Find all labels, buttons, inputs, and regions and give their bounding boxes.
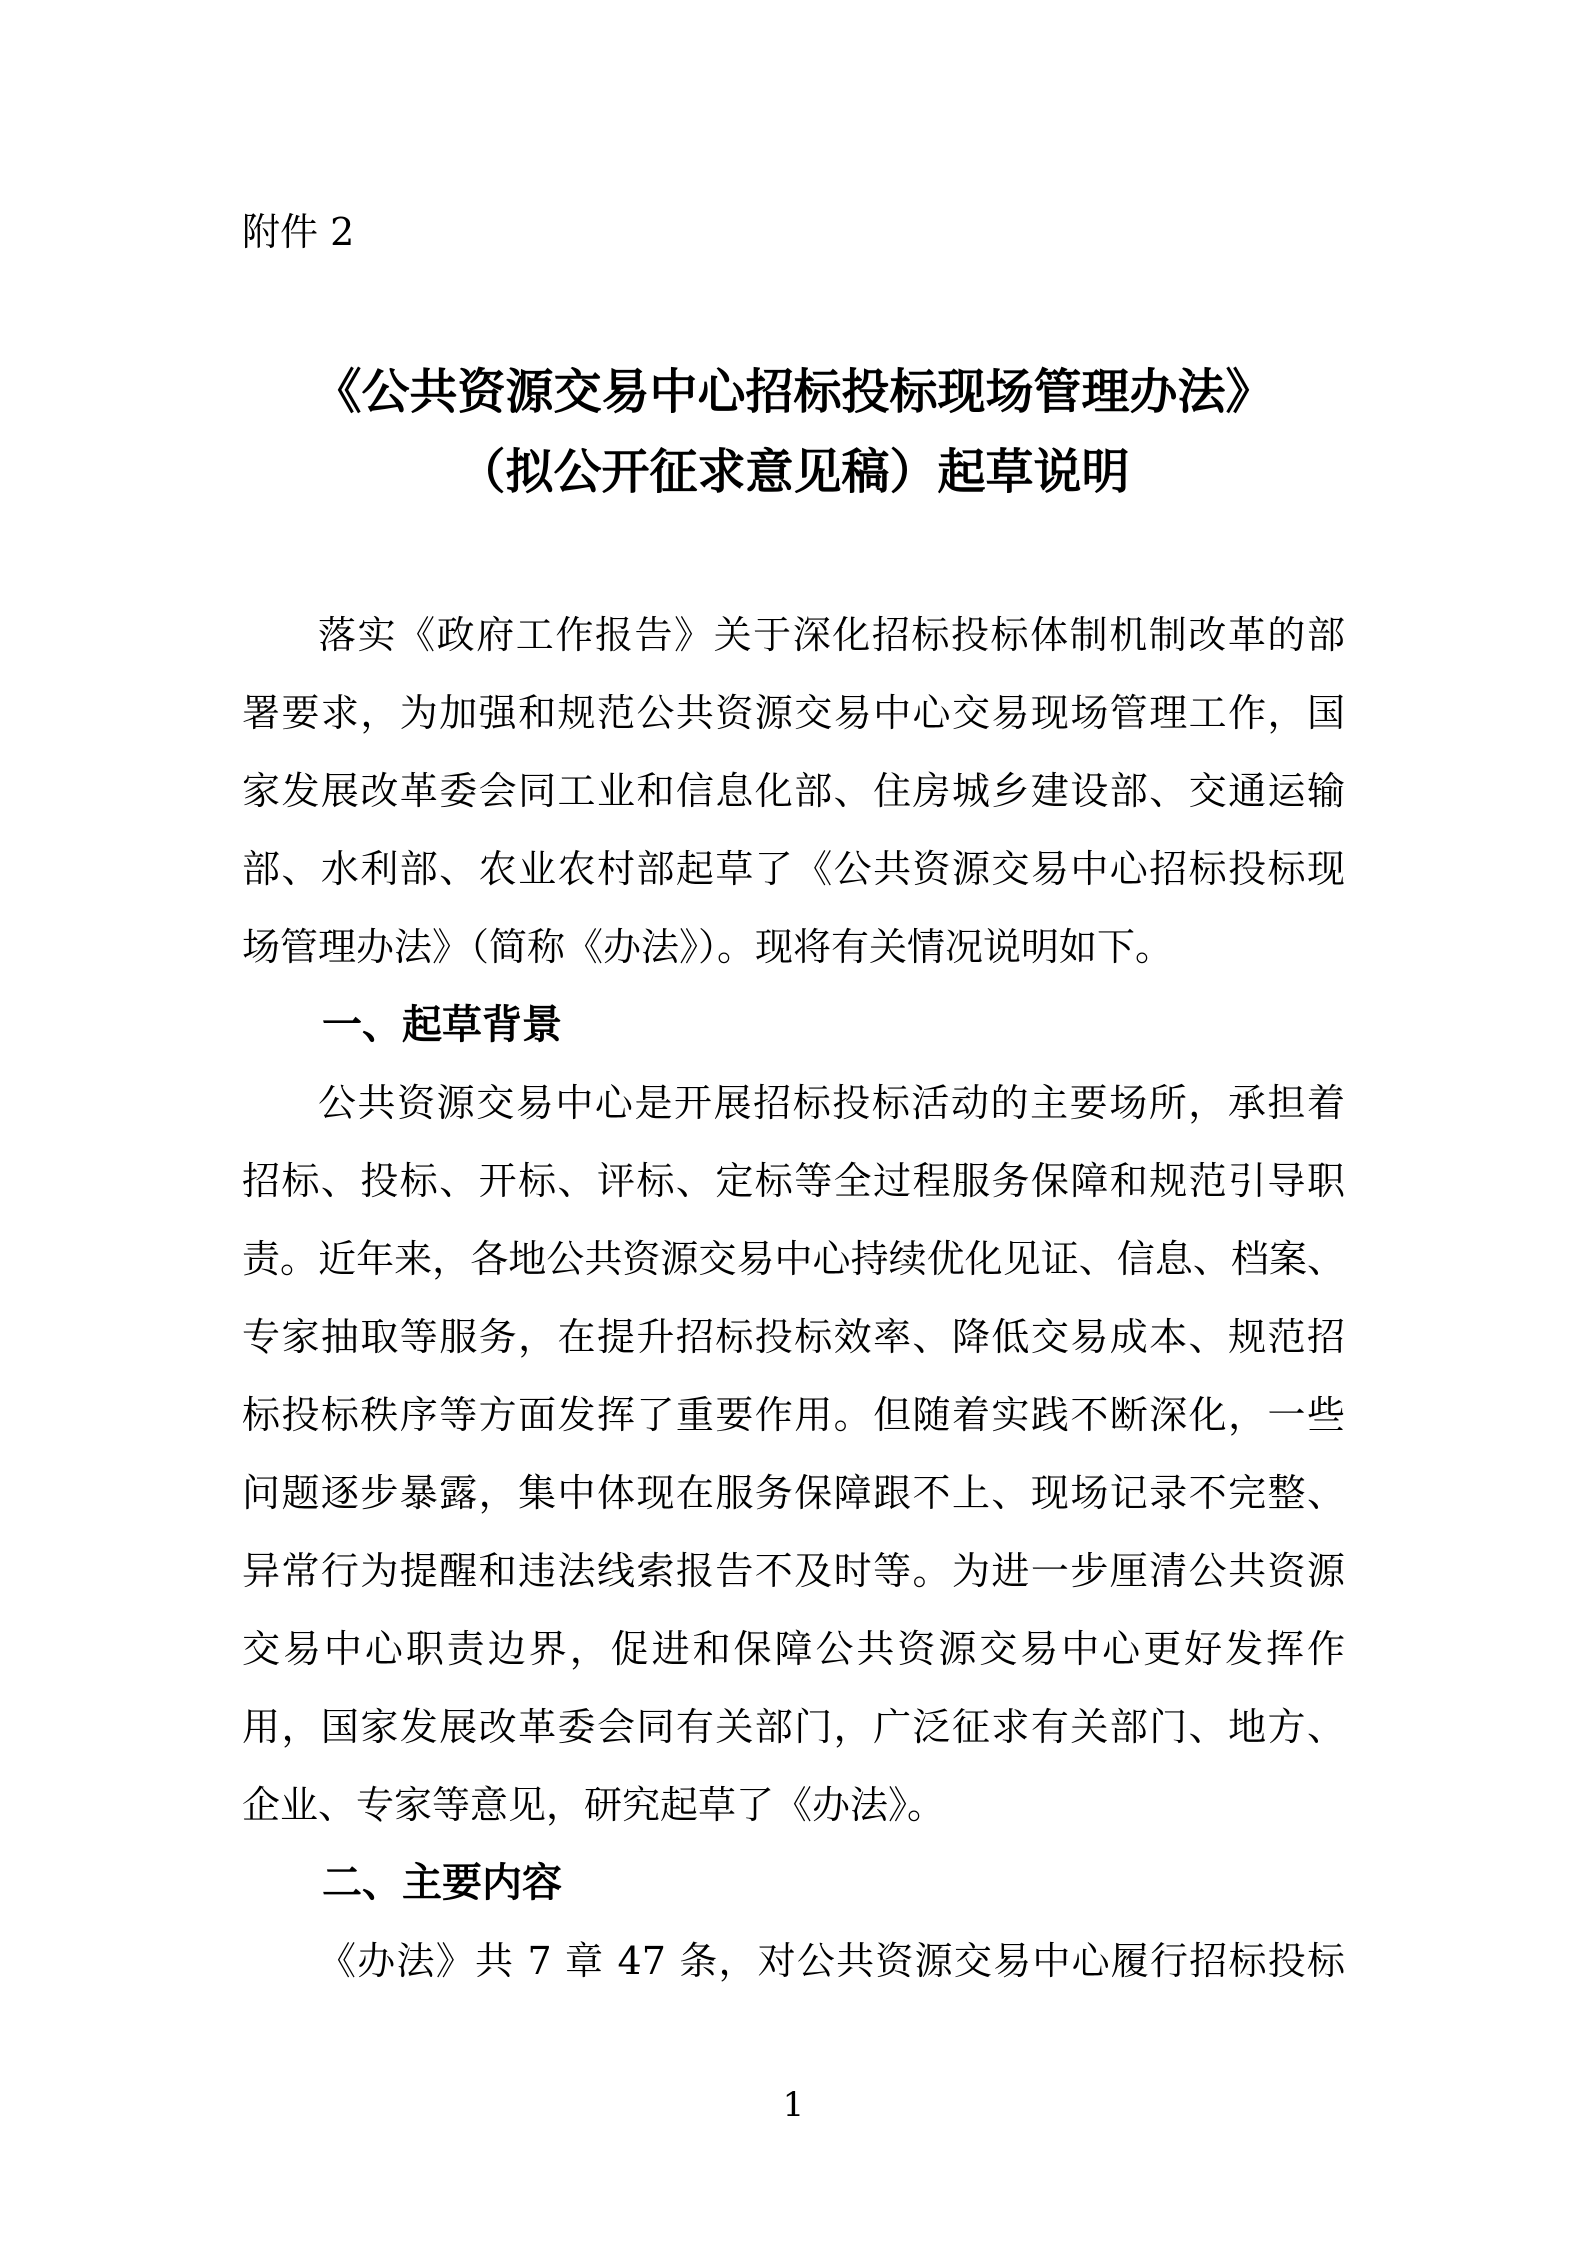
paragraph3-line-1: 《办法》共 7 章 47 条，对公共资源交易中心履行招标投标 <box>318 1939 1345 1983</box>
paragraph2-line-2: 招标、投标、开标、评标、定标等全过程服务保障和规范引导职 <box>242 1159 1345 1203</box>
title-line-1: 《公共资源交易中心招标投标现场管理办法》 <box>313 364 1274 420</box>
paragraph1-line-5: 场管理办法》（简称《办法》）。现将有关情况说明如下。 <box>242 925 1174 969</box>
section-heading-2: 二、主要内容 <box>322 1860 562 1906</box>
page-number: 1 <box>782 2085 805 2125</box>
attachment-label: 附件 2 <box>242 210 355 254</box>
paragraph2-line-6: 问题逐步暴露，集中体现在服务保障跟不上、现场记录不完整、 <box>242 1471 1345 1515</box>
document-body <box>242 596 1345 2000</box>
paragraph1-line-3: 家发展改革委会同工业和信息化部、住房城乡建设部、交通运输 <box>242 769 1345 813</box>
paragraph2-line-4: 专家抽取等服务，在提升招标投标效率、降低交易成本、规范招 <box>242 1315 1345 1359</box>
paragraph2-line-3: 责。近年来，各地公共资源交易中心持续优化见证、信息、档案、 <box>242 1237 1345 1281</box>
paragraph1-line-2: 署要求，为加强和规范公共资源交易中心交易现场管理工作，国 <box>242 691 1345 735</box>
paragraph2-line-9: 用，国家发展改革委会同有关部门，广泛征求有关部门、地方、 <box>242 1705 1345 1749</box>
paragraph1-line-4: 部、水利部、农业农村部起草了《公共资源交易中心招标投标现 <box>242 847 1345 891</box>
paragraph2-line-5: 标投标秩序等方面发挥了重要作用。但随着实践不断深化，一些 <box>242 1393 1345 1437</box>
title-line-2: （拟公开征求意见稿）起草说明 <box>457 444 1130 500</box>
paragraph2-line-1: 公共资源交易中心是开展招标投标活动的主要场所，承担着 <box>318 1081 1345 1125</box>
paragraph1-line-1: 落实《政府工作报告》关于深化招标投标体制机制改革的部 <box>318 613 1345 657</box>
paragraph2-line-7: 异常行为提醒和违法线索报告不及时等。为进一步厘清公共资源 <box>242 1549 1345 1593</box>
section-heading-1: 一、起草背景 <box>322 1002 562 1048</box>
paragraph2-line-10: 企业、专家等意见，研究起草了《办法》。 <box>242 1783 946 1827</box>
paragraph2-line-8: 交易中心职责边界，促进和保障公共资源交易中心更好发挥作 <box>242 1627 1345 1671</box>
document-title <box>242 352 1345 512</box>
